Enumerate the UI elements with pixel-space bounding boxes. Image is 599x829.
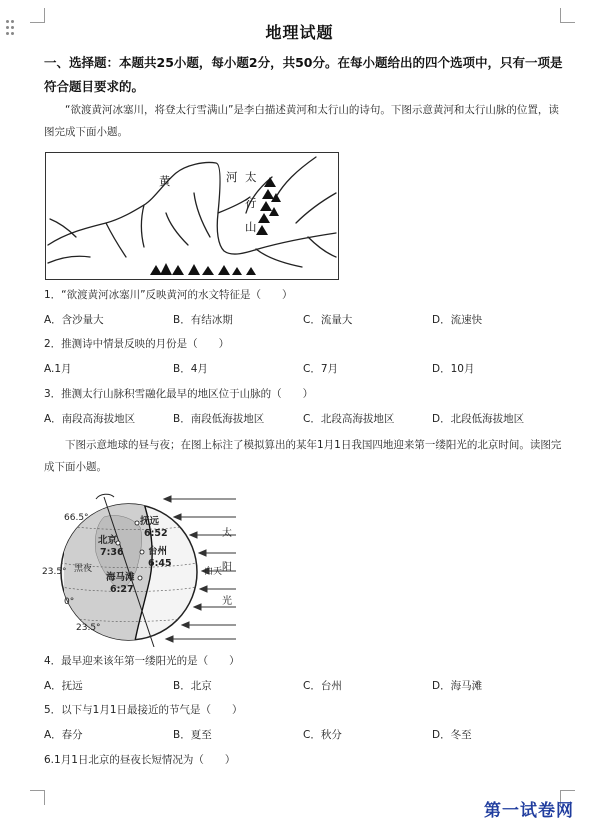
q5-option-d[interactable]: D．冬至 [432, 729, 472, 741]
q2-option-b[interactable]: B．4月 [173, 363, 208, 375]
earth-day-night-diagram [44, 487, 244, 647]
q4-option-d[interactable]: D．海马滩 [432, 680, 483, 692]
label-huang: 黄 [159, 174, 171, 188]
question-4-stem: 4．最早迎来该年第一缕阳光的是（ ） [44, 655, 240, 667]
lat-23-5-north: 23.5° [42, 567, 67, 577]
lat-23-5-south: 23.5° [76, 623, 101, 633]
river-lines [46, 153, 338, 279]
label-xing: 行 [245, 196, 257, 210]
q1-option-c[interactable]: C．流量大 [303, 314, 353, 326]
question-6-stem: 6.1月1日北京的昼夜长短情况为（ ） [44, 754, 236, 766]
lat-66-5: 66.5° [64, 513, 89, 523]
day-label: 白天 [204, 567, 223, 577]
place-taizhou-name: 台州 [148, 546, 168, 557]
question-1-options [44, 312, 564, 328]
q4-option-c[interactable]: C．台州 [303, 680, 342, 692]
sunlight-label-3: 光 [222, 596, 232, 607]
sunlight-label-1: 太 [222, 528, 232, 539]
q2-option-d[interactable]: D．10月 [432, 363, 475, 375]
section-heading: 一、选择题：本题共25小题，每小题2分，共50分。在每小题给出的四个选项中，只有一项是符合题目要求的。 [44, 55, 563, 94]
site-watermark-logo: 第一试卷网 [484, 801, 574, 821]
label-tai: 太 [245, 170, 257, 184]
place-haimatan-time: 6:27 [110, 584, 134, 595]
question-4-options [44, 678, 564, 694]
question-1-stem: 1．“欲渡黄河冰塞川”反映黄河的水文特征是（ ） [44, 289, 293, 301]
label-shan: 山 [245, 220, 257, 234]
q3-option-d[interactable]: D．北段低海拔地区 [432, 413, 525, 425]
intro-paragraph-1: “欲渡黄河冰塞川，将登太行雪满山”是李白描述黄河和太行山的诗句。下图示意黄河和太行山脉的位置，读图完成下面小题。 [44, 104, 559, 138]
q2-option-c[interactable]: C．7月 [303, 363, 339, 375]
q5-option-a[interactable]: A．春分 [44, 729, 83, 741]
label-he: 河 [226, 170, 238, 184]
sunlight-label-2: 阳 [222, 562, 232, 573]
question-5-stem: 5．以下与1月1日最接近的节气是（ ） [44, 704, 243, 716]
question-3-options [44, 411, 564, 427]
q3-option-c[interactable]: C．北段高海拔地区 [303, 413, 395, 425]
intro-paragraph-2: 下图示意地球的昼与夜；在图上标注了模拟算出的某年1月1日我国四地迎来第一缕阳光的北京时间。读图完成下面小题。 [44, 439, 562, 473]
lat-equator: 0° [64, 597, 75, 607]
place-beijing-time: 7:36 [100, 547, 124, 558]
place-fuyuan-time: 6:52 [144, 528, 168, 539]
q5-option-c[interactable]: C．秋分 [303, 729, 342, 741]
q4-option-b[interactable]: B．北京 [173, 680, 212, 692]
place-haimatan-name: 海马滩 [106, 572, 135, 583]
q3-option-a[interactable]: A．南段高海拔地区 [44, 413, 136, 425]
night-label: 黑夜 [74, 564, 93, 574]
question-2-stem: 2．推测诗中情景反映的月份是（ ） [44, 338, 230, 350]
place-taizhou-time: 6:45 [148, 558, 172, 569]
q1-option-d[interactable]: D．流速快 [432, 314, 483, 326]
q3-option-b[interactable]: B．南段低海拔地区 [173, 413, 265, 425]
question-2-options [44, 361, 564, 377]
yellow-river-map [45, 152, 339, 280]
q4-option-a[interactable]: A．抚远 [44, 680, 83, 692]
question-3-stem: 3．推测太行山脉积雪融化最早的地区位于山脉的（ ） [44, 388, 314, 400]
q2-option-a[interactable]: A.1月 [44, 363, 72, 375]
page-title: 地理试题 [265, 23, 334, 42]
q1-option-b[interactable]: B．有结冰期 [173, 314, 233, 326]
place-fuyuan-name: 抚远 [140, 516, 160, 527]
place-beijing-name: 北京 [98, 535, 118, 546]
question-5-options [44, 727, 564, 743]
q5-option-b[interactable]: B．夏至 [173, 729, 212, 741]
corner-mark-bottom-left [30, 790, 45, 805]
q1-option-a[interactable]: A．含沙量大 [44, 314, 104, 326]
